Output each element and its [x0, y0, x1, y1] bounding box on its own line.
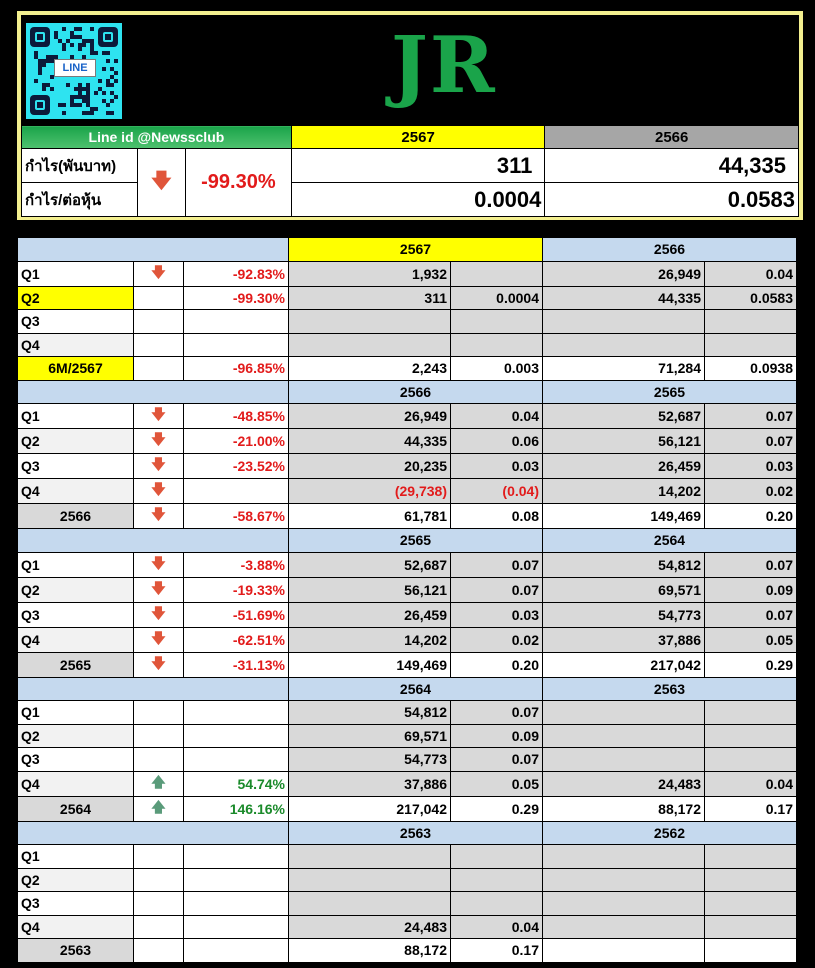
profit-current — [289, 333, 451, 357]
arrow-cell — [134, 310, 184, 334]
eps-current — [451, 310, 543, 334]
eps-current: 0.07 — [451, 552, 543, 577]
eps-previous: 0.07 — [705, 429, 797, 454]
row-label: Q3 — [18, 310, 134, 334]
eps-current — [451, 261, 543, 286]
row-label: Q1 — [18, 845, 134, 869]
eps-label: กำไร/ต่อหุ้น — [22, 183, 138, 217]
change-pct — [184, 748, 289, 772]
profit-previous: 26,949 — [543, 261, 705, 286]
change-pct — [184, 310, 289, 334]
summary-year-previous: 2566 — [545, 126, 799, 149]
eps-current: (0.04) — [451, 479, 543, 504]
table-row — [18, 479, 797, 504]
eps-current: 0.06 — [451, 429, 543, 454]
eps-previous: 0.0583 — [705, 286, 797, 310]
eps-current: 0.003 — [451, 357, 543, 381]
profit-current: 217,042 — [289, 796, 451, 821]
eps-current: 0.05 — [451, 771, 543, 796]
arrow-down-icon: 🡇 — [137, 149, 185, 217]
row-label: Q4 — [18, 915, 134, 939]
profit-current: 149,469 — [289, 652, 451, 677]
row-label: Q1 — [18, 404, 134, 429]
profit-current: 14,202 — [289, 627, 451, 652]
profit-current: 88,172 — [289, 939, 451, 963]
profit-current — [289, 892, 451, 916]
change-pct: 54.74% — [184, 771, 289, 796]
eps-current: 0.04 — [451, 915, 543, 939]
profit-previous: 217,042 — [543, 652, 705, 677]
row-label: Q3 — [18, 454, 134, 479]
row-label: Q1 — [18, 552, 134, 577]
arrow-cell — [134, 333, 184, 357]
row-label: Q2 — [18, 577, 134, 602]
summary-profit-previous: 44,335 — [545, 149, 799, 183]
row-label: 2563 — [18, 939, 134, 963]
section-header — [18, 821, 797, 845]
table-total-row — [18, 504, 797, 529]
section-year-current: 2563 — [289, 821, 543, 845]
profit-current: 1,932 — [289, 261, 451, 286]
eps-current: 0.07 — [451, 748, 543, 772]
eps-current: 0.03 — [451, 602, 543, 627]
profit-previous: 149,469 — [543, 504, 705, 529]
eps-previous — [705, 701, 797, 725]
table-row — [18, 627, 797, 652]
eps-previous: 0.29 — [705, 652, 797, 677]
eps-current: 0.02 — [451, 627, 543, 652]
line-badge: LINE — [54, 59, 96, 77]
arrow-down-icon: 🡇 — [134, 602, 184, 627]
eps-previous: 0.04 — [705, 261, 797, 286]
arrow-cell — [134, 724, 184, 748]
arrow-down-icon: 🡇 — [134, 652, 184, 677]
arrow-up-icon: 🡅 — [134, 771, 184, 796]
eps-current — [451, 892, 543, 916]
profit-previous — [543, 748, 705, 772]
table-total-row — [18, 796, 797, 821]
row-label: Q2 — [18, 286, 134, 310]
row-label: Q2 — [18, 429, 134, 454]
section-year-previous: 2562 — [543, 821, 797, 845]
profit-previous: 56,121 — [543, 429, 705, 454]
profit-previous — [543, 724, 705, 748]
eps-current: 0.09 — [451, 724, 543, 748]
section-header-spacer — [18, 677, 289, 701]
table-row — [18, 892, 797, 916]
profit-previous: 26,459 — [543, 454, 705, 479]
summary-panel — [17, 11, 803, 220]
section-header — [18, 677, 797, 701]
profit-previous — [543, 915, 705, 939]
profit-current: 2,243 — [289, 357, 451, 381]
eps-previous — [705, 868, 797, 892]
table-total-row — [18, 939, 797, 963]
change-pct: -23.52% — [184, 454, 289, 479]
qr-code-icon — [26, 23, 122, 119]
eps-current: 0.07 — [451, 701, 543, 725]
arrow-down-icon: 🡇 — [134, 479, 184, 504]
profit-current: 37,886 — [289, 771, 451, 796]
change-pct: -48.85% — [184, 404, 289, 429]
change-pct: -31.13% — [184, 652, 289, 677]
change-pct: -58.67% — [184, 504, 289, 529]
summary-eps-current: 0.0004 — [291, 183, 545, 217]
eps-previous — [705, 748, 797, 772]
profit-previous: 24,483 — [543, 771, 705, 796]
arrow-up-icon: 🡅 — [134, 796, 184, 821]
section-header-spacer — [18, 529, 289, 553]
eps-previous: 0.17 — [705, 796, 797, 821]
section-year-current: 2566 — [289, 380, 543, 404]
change-pct: -21.00% — [184, 429, 289, 454]
profit-previous: 14,202 — [543, 479, 705, 504]
profit-previous: 69,571 — [543, 577, 705, 602]
arrow-cell — [134, 939, 184, 963]
eps-previous: 0.05 — [705, 627, 797, 652]
table-row — [18, 310, 797, 334]
section-year-current: 2565 — [289, 529, 543, 553]
arrow-cell — [134, 845, 184, 869]
arrow-down-icon: 🡇 — [134, 577, 184, 602]
change-pct — [184, 333, 289, 357]
profit-current: 69,571 — [289, 724, 451, 748]
row-label: 2566 — [18, 504, 134, 529]
profit-previous: 54,812 — [543, 552, 705, 577]
profit-current: 61,781 — [289, 504, 451, 529]
section-header-spacer — [18, 380, 289, 404]
summary-change-pct: -99.30% — [185, 149, 291, 217]
arrow-cell — [134, 357, 184, 381]
section-header — [18, 238, 797, 262]
profit-current — [289, 310, 451, 334]
profit-current: 311 — [289, 286, 451, 310]
change-pct: -51.69% — [184, 602, 289, 627]
summary-year-current: 2567 — [291, 126, 545, 149]
eps-current: 0.17 — [451, 939, 543, 963]
row-label: Q3 — [18, 892, 134, 916]
eps-previous — [705, 333, 797, 357]
section-year-previous: 2564 — [543, 529, 797, 553]
profit-previous — [543, 701, 705, 725]
change-pct — [184, 892, 289, 916]
profit-label: กำไร(พันบาท) — [22, 149, 138, 183]
profit-previous — [543, 939, 705, 963]
profit-current: 56,121 — [289, 577, 451, 602]
summary-profit-current: 311 — [291, 149, 545, 183]
eps-previous — [705, 939, 797, 963]
table-row — [18, 602, 797, 627]
profit-current: 20,235 — [289, 454, 451, 479]
profit-current — [289, 868, 451, 892]
arrow-cell — [134, 915, 184, 939]
eps-previous: 0.02 — [705, 479, 797, 504]
change-pct — [184, 724, 289, 748]
profit-previous: 71,284 — [543, 357, 705, 381]
profit-current: 24,483 — [289, 915, 451, 939]
row-label: Q2 — [18, 868, 134, 892]
change-pct — [184, 915, 289, 939]
eps-current: 0.04 — [451, 404, 543, 429]
eps-previous — [705, 724, 797, 748]
profit-current: (29,738) — [289, 479, 451, 504]
section-header-spacer — [18, 238, 289, 262]
arrow-cell — [134, 892, 184, 916]
row-label: 6M/2567 — [18, 357, 134, 381]
eps-previous: 0.0938 — [705, 357, 797, 381]
change-pct: -99.30% — [184, 286, 289, 310]
table-row — [18, 724, 797, 748]
section-header-spacer — [18, 821, 289, 845]
eps-previous: 0.09 — [705, 577, 797, 602]
profit-current: 26,459 — [289, 602, 451, 627]
table-total-row — [18, 357, 797, 381]
table-row — [18, 845, 797, 869]
section-year-current: 2567 — [289, 238, 543, 262]
profit-current: 54,773 — [289, 748, 451, 772]
change-pct — [184, 845, 289, 869]
eps-current — [451, 333, 543, 357]
change-pct — [184, 701, 289, 725]
profit-previous: 37,886 — [543, 627, 705, 652]
section-year-previous: 2565 — [543, 380, 797, 404]
profit-previous — [543, 845, 705, 869]
arrow-down-icon: 🡇 — [134, 627, 184, 652]
summary-table — [21, 125, 799, 217]
change-pct: -19.33% — [184, 577, 289, 602]
profit-current: 26,949 — [289, 404, 451, 429]
arrow-down-icon: 🡇 — [134, 454, 184, 479]
arrow-down-icon: 🡇 — [134, 261, 184, 286]
change-pct: -62.51% — [184, 627, 289, 652]
eps-previous: 0.07 — [705, 552, 797, 577]
eps-current — [451, 845, 543, 869]
eps-previous — [705, 892, 797, 916]
profit-previous: 88,172 — [543, 796, 705, 821]
row-label: Q4 — [18, 771, 134, 796]
eps-previous — [705, 915, 797, 939]
row-label: Q1 — [18, 701, 134, 725]
table-row — [18, 454, 797, 479]
row-label: Q1 — [18, 261, 134, 286]
section-year-previous: 2566 — [543, 238, 797, 262]
arrow-cell — [134, 286, 184, 310]
section-year-current: 2564 — [289, 677, 543, 701]
line-id: Line id @Newssclub — [22, 126, 292, 149]
eps-previous — [705, 310, 797, 334]
arrow-cell — [134, 868, 184, 892]
arrow-down-icon: 🡇 — [134, 504, 184, 529]
eps-previous: 0.04 — [705, 771, 797, 796]
eps-previous: 0.07 — [705, 602, 797, 627]
profit-current — [289, 845, 451, 869]
arrow-cell — [134, 748, 184, 772]
profit-previous: 52,687 — [543, 404, 705, 429]
row-label: Q4 — [18, 479, 134, 504]
eps-current — [451, 868, 543, 892]
table-row — [18, 701, 797, 725]
profit-previous — [543, 868, 705, 892]
row-label: 2565 — [18, 652, 134, 677]
section-header — [18, 529, 797, 553]
table-row — [18, 577, 797, 602]
table-row — [18, 771, 797, 796]
eps-previous: 0.03 — [705, 454, 797, 479]
profit-previous: 44,335 — [543, 286, 705, 310]
arrow-down-icon: 🡇 — [134, 404, 184, 429]
profit-previous — [543, 892, 705, 916]
profit-previous: 54,773 — [543, 602, 705, 627]
table-row — [18, 333, 797, 357]
table-row — [18, 261, 797, 286]
table-total-row — [18, 652, 797, 677]
summary-eps-previous: 0.0583 — [545, 183, 799, 217]
logo-area — [21, 15, 799, 125]
profit-current: 54,812 — [289, 701, 451, 725]
arrow-down-icon: 🡇 — [134, 429, 184, 454]
eps-previous — [705, 845, 797, 869]
table-row — [18, 429, 797, 454]
change-pct: -92.83% — [184, 261, 289, 286]
row-label: 2564 — [18, 796, 134, 821]
eps-current: 0.08 — [451, 504, 543, 529]
change-pct: 146.16% — [184, 796, 289, 821]
brand-logo: JR — [391, 20, 497, 111]
table-row — [18, 404, 797, 429]
eps-current: 0.07 — [451, 577, 543, 602]
profit-previous — [543, 310, 705, 334]
change-pct: -3.88% — [184, 552, 289, 577]
row-label: Q4 — [18, 333, 134, 357]
change-pct — [184, 479, 289, 504]
eps-current: 0.0004 — [451, 286, 543, 310]
arrow-down-icon: 🡇 — [134, 552, 184, 577]
arrow-cell — [134, 701, 184, 725]
row-label: Q4 — [18, 627, 134, 652]
section-header — [18, 380, 797, 404]
eps-current: 0.20 — [451, 652, 543, 677]
profit-current: 44,335 — [289, 429, 451, 454]
eps-current: 0.29 — [451, 796, 543, 821]
table-row — [18, 915, 797, 939]
change-pct: -96.85% — [184, 357, 289, 381]
profit-current: 52,687 — [289, 552, 451, 577]
table-row — [18, 868, 797, 892]
quarterly-table — [17, 237, 797, 963]
eps-previous: 0.20 — [705, 504, 797, 529]
row-label: Q2 — [18, 724, 134, 748]
table-row — [18, 552, 797, 577]
row-label: Q3 — [18, 602, 134, 627]
change-pct — [184, 939, 289, 963]
profit-previous — [543, 333, 705, 357]
eps-previous: 0.07 — [705, 404, 797, 429]
section-year-previous: 2563 — [543, 677, 797, 701]
change-pct — [184, 868, 289, 892]
eps-current: 0.03 — [451, 454, 543, 479]
table-row — [18, 748, 797, 772]
table-row — [18, 286, 797, 310]
row-label: Q3 — [18, 748, 134, 772]
